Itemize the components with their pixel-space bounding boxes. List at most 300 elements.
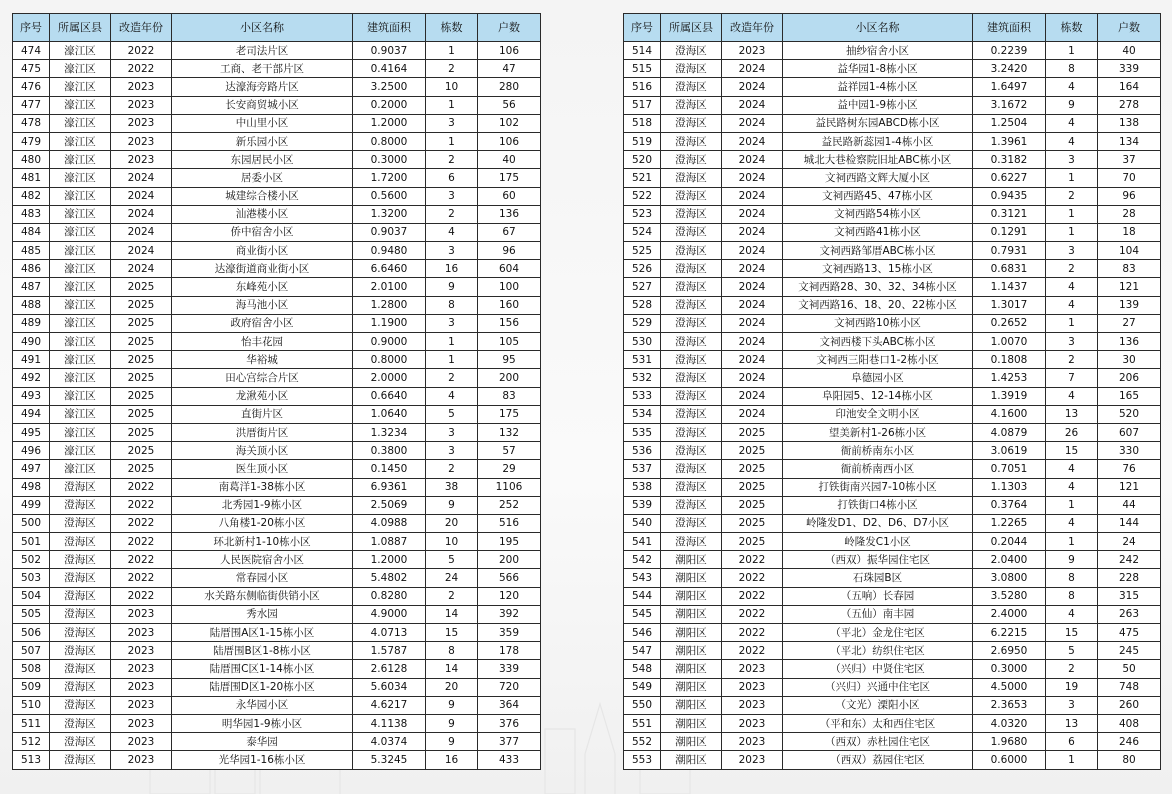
cell-district: 潮阳区 [661,696,722,714]
table-row [13,387,541,405]
cell-building-count: 3 [1046,333,1098,351]
cell-floor-area: 4.0988 [353,514,426,532]
table-row [13,605,541,623]
cell-household-count: 392 [478,605,541,623]
header-serial: 序号 [624,14,661,42]
table-row [624,351,1161,369]
cell-building-count: 2 [1046,660,1098,678]
cell-serial: 545 [624,605,661,623]
cell-household-count: 156 [478,314,541,332]
cell-building-count: 24 [426,569,478,587]
cell-district: 濠江区 [50,205,111,223]
cell-serial: 504 [13,587,50,605]
cell-building-count: 3 [426,423,478,441]
cell-serial: 495 [13,423,50,441]
cell-floor-area: 3.5280 [973,587,1046,605]
cell-community-name: 城北大巷检察院旧址ABC栋小区 [783,151,973,169]
cell-floor-area: 1.6497 [973,78,1046,96]
cell-floor-area: 1.3200 [353,205,426,223]
cell-year: 2022 [722,605,783,623]
cell-serial: 508 [13,660,50,678]
cell-year: 2024 [722,278,783,296]
cell-community-name: 文祠西三阳巷口1-2栋小区 [783,351,973,369]
cell-floor-area: 0.2239 [973,42,1046,60]
cell-building-count: 13 [1046,405,1098,423]
cell-community-name: 打铁街南兴园7-10栋小区 [783,478,973,496]
table-row [13,642,541,660]
cell-household-count: 330 [1098,442,1161,460]
cell-building-count: 6 [1046,733,1098,751]
cell-serial: 502 [13,551,50,569]
cell-serial: 530 [624,333,661,351]
table-row [13,442,541,460]
cell-serial: 529 [624,314,661,332]
cell-building-count: 2 [1046,260,1098,278]
table-row [624,205,1161,223]
cell-household-count: 200 [478,551,541,569]
cell-district: 澄海区 [661,442,722,460]
table-row [624,60,1161,78]
cell-year: 2025 [111,423,172,441]
cell-household-count: 164 [1098,78,1161,96]
cell-year: 2024 [111,169,172,187]
cell-household-count: 96 [1098,187,1161,205]
cell-serial: 542 [624,551,661,569]
cell-floor-area: 4.0374 [353,733,426,751]
table-row [13,223,541,241]
table-row [13,514,541,532]
table-row [624,624,1161,642]
table-row [13,696,541,714]
cell-district: 澄海区 [50,478,111,496]
cell-building-count: 1 [1046,169,1098,187]
cell-year: 2024 [111,242,172,260]
cell-household-count: 95 [478,351,541,369]
cell-year: 2024 [722,78,783,96]
cell-building-count: 1 [1046,751,1098,769]
cell-serial: 507 [13,642,50,660]
table-row [624,314,1161,332]
cell-building-count: 3 [1046,242,1098,260]
header-year: 改造年份 [111,14,172,42]
cell-serial: 527 [624,278,661,296]
cell-household-count: 120 [478,587,541,605]
cell-household-count: 121 [1098,278,1161,296]
cell-year: 2024 [722,260,783,278]
cell-community-name: 汕港楼小区 [172,205,353,223]
cell-district: 潮阳区 [661,624,722,642]
cell-building-count: 2 [1046,187,1098,205]
cell-community-name: 秀水园 [172,605,353,623]
header-household-count: 户数 [1098,14,1161,42]
cell-serial: 534 [624,405,661,423]
cell-year: 2022 [722,569,783,587]
cell-community-name: 龙湫苑小区 [172,387,353,405]
cell-year: 2023 [111,96,172,114]
cell-year: 2024 [722,387,783,405]
cell-district: 濠江区 [50,42,111,60]
cell-district: 澄海区 [661,42,722,60]
cell-serial: 500 [13,514,50,532]
table-row [13,242,541,260]
cell-year: 2023 [111,733,172,751]
cell-serial: 524 [624,223,661,241]
cell-district: 濠江区 [50,296,111,314]
cell-floor-area: 0.9480 [353,242,426,260]
cell-floor-area: 1.1437 [973,278,1046,296]
cell-community-name: 环北新村1-10栋小区 [172,533,353,551]
cell-serial: 512 [13,733,50,751]
table-row [13,151,541,169]
cell-floor-area: 4.5000 [973,678,1046,696]
cell-building-count: 1 [426,351,478,369]
table-row [624,587,1161,605]
cell-district: 潮阳区 [661,605,722,623]
cell-year: 2024 [722,405,783,423]
cell-community-name: 永华园小区 [172,696,353,714]
cell-household-count: 339 [478,660,541,678]
cell-community-name: 明华园1-9栋小区 [172,714,353,732]
cell-floor-area: 0.3121 [973,205,1046,223]
cell-serial: 547 [624,642,661,660]
cell-district: 澄海区 [50,714,111,732]
cell-serial: 540 [624,514,661,532]
cell-year: 2025 [111,296,172,314]
cell-community-name: 文祠西楼下头ABC栋小区 [783,333,973,351]
table-row [13,314,541,332]
cell-year: 2024 [722,187,783,205]
cell-year: 2023 [111,624,172,642]
cell-district: 澄海区 [50,496,111,514]
cell-household-count: 566 [478,569,541,587]
cell-year: 2022 [722,624,783,642]
cell-building-count: 3 [426,242,478,260]
cell-district: 濠江区 [50,114,111,132]
table-row [624,223,1161,241]
cell-district: 澄海区 [661,260,722,278]
cell-serial: 553 [624,751,661,769]
cell-building-count: 3 [426,114,478,132]
cell-district: 澄海区 [661,387,722,405]
cell-building-count: 7 [1046,369,1098,387]
cell-community-name: （西双）荔园住宅区 [783,751,973,769]
cell-year: 2024 [722,351,783,369]
cell-building-count: 4 [426,387,478,405]
cell-district: 潮阳区 [661,751,722,769]
cell-district: 濠江区 [50,333,111,351]
cell-household-count: 70 [1098,169,1161,187]
cell-building-count: 1 [426,42,478,60]
cell-serial: 484 [13,223,50,241]
cell-floor-area: 4.9000 [353,605,426,623]
cell-serial: 509 [13,678,50,696]
cell-household-count: 96 [478,242,541,260]
table-row [13,678,541,696]
cell-district: 潮阳区 [661,660,722,678]
cell-household-count: 278 [1098,96,1161,114]
cell-serial: 497 [13,460,50,478]
cell-building-count: 10 [426,78,478,96]
cell-year: 2024 [722,296,783,314]
cell-building-count: 4 [1046,514,1098,532]
cell-household-count: 408 [1098,714,1161,732]
cell-community-name: 益民路树东园ABCD栋小区 [783,114,973,132]
cell-community-name: 政府宿舍小区 [172,314,353,332]
cell-household-count: 136 [478,205,541,223]
cell-community-name: （平和东）太和西住宅区 [783,714,973,732]
cell-year: 2025 [722,442,783,460]
cell-year: 2022 [722,587,783,605]
cell-serial: 549 [624,678,661,696]
header-floor-area: 建筑面积 [353,14,426,42]
cell-district: 潮阳区 [661,587,722,605]
cell-household-count: 100 [478,278,541,296]
cell-serial: 488 [13,296,50,314]
table-row [624,533,1161,551]
cell-year: 2022 [722,642,783,660]
cell-building-count: 1 [426,132,478,150]
cell-community-name: 达濠街道商业街小区 [172,260,353,278]
cell-household-count: 18 [1098,223,1161,241]
cell-building-count: 15 [426,624,478,642]
cell-community-name: 人民医院宿舍小区 [172,551,353,569]
cell-building-count: 2 [426,151,478,169]
cell-community-name: 陆厝围A区1-15栋小区 [172,624,353,642]
cell-community-name: 益华园1-8栋小区 [783,60,973,78]
cell-serial: 539 [624,496,661,514]
cell-household-count: 105 [478,333,541,351]
cell-community-name: 文祠西路邹厝ABC栋小区 [783,242,973,260]
cell-serial: 538 [624,478,661,496]
cell-year: 2024 [722,169,783,187]
cell-household-count: 144 [1098,514,1161,532]
cell-household-count: 195 [478,533,541,551]
cell-floor-area: 1.1303 [973,478,1046,496]
cell-household-count: 246 [1098,733,1161,751]
cell-building-count: 4 [1046,278,1098,296]
table-row [624,260,1161,278]
cell-year: 2023 [111,605,172,623]
table-row [13,114,541,132]
cell-household-count: 263 [1098,605,1161,623]
cell-year: 2024 [722,114,783,132]
cell-year: 2022 [722,551,783,569]
cell-serial: 541 [624,533,661,551]
cell-household-count: 67 [478,223,541,241]
cell-community-name: （西双）振华园住宅区 [783,551,973,569]
cell-district: 澄海区 [661,460,722,478]
cell-building-count: 13 [1046,714,1098,732]
cell-year: 2023 [722,714,783,732]
cell-serial: 518 [624,114,661,132]
cell-building-count: 3 [426,187,478,205]
cell-household-count: 56 [478,96,541,114]
cell-floor-area: 4.0713 [353,624,426,642]
cell-district: 澄海区 [661,205,722,223]
cell-floor-area: 2.3653 [973,696,1046,714]
cell-community-name: 打铁街口4栋小区 [783,496,973,514]
cell-floor-area: 1.5787 [353,642,426,660]
table-row [624,242,1161,260]
cell-building-count: 1 [426,333,478,351]
cell-serial: 474 [13,42,50,60]
cell-household-count: 47 [478,60,541,78]
table-row [624,278,1161,296]
cell-floor-area: 5.3245 [353,751,426,769]
cell-floor-area: 1.3961 [973,132,1046,150]
table-row [624,478,1161,496]
table-row [624,387,1161,405]
cell-district: 澄海区 [50,696,111,714]
table-row [13,60,541,78]
cell-community-name: 岭隆发D1、D2、D6、D7小区 [783,514,973,532]
cell-household-count: 106 [478,42,541,60]
cell-community-name: 文祠西路54栋小区 [783,205,973,223]
cell-district: 濠江区 [50,423,111,441]
cell-floor-area: 1.7200 [353,169,426,187]
cell-year: 2022 [111,60,172,78]
cell-community-name: 八角楼1-20栋小区 [172,514,353,532]
cell-floor-area: 0.2652 [973,314,1046,332]
cell-community-name: 直街片区 [172,405,353,423]
cell-district: 濠江区 [50,387,111,405]
cell-household-count: 40 [1098,42,1161,60]
cell-community-name: 华裕城 [172,351,353,369]
cell-building-count: 3 [426,442,478,460]
cell-floor-area: 1.0887 [353,533,426,551]
cell-household-count: 475 [1098,624,1161,642]
cell-household-count: 520 [1098,405,1161,423]
table-row [13,78,541,96]
cell-district: 濠江区 [50,223,111,241]
cell-household-count: 160 [478,296,541,314]
cell-community-name: （兴归）兴通中住宅区 [783,678,973,696]
cell-district: 潮阳区 [661,551,722,569]
cell-floor-area: 0.1291 [973,223,1046,241]
cell-district: 澄海区 [661,223,722,241]
table-row [13,351,541,369]
cell-year: 2023 [722,696,783,714]
cell-floor-area: 4.0879 [973,423,1046,441]
cell-building-count: 1 [1046,223,1098,241]
cell-serial: 476 [13,78,50,96]
cell-household-count: 245 [1098,642,1161,660]
cell-community-name: 阜阳园5、12-14栋小区 [783,387,973,405]
cell-floor-area: 3.0619 [973,442,1046,460]
cell-building-count: 4 [426,223,478,241]
table-row [624,605,1161,623]
cell-serial: 490 [13,333,50,351]
cell-district: 濠江区 [50,169,111,187]
cell-building-count: 9 [426,696,478,714]
table-row [13,733,541,751]
cell-community-name: 陆厝围D区1-20栋小区 [172,678,353,696]
table-row [624,151,1161,169]
cell-district: 澄海区 [661,60,722,78]
cell-building-count: 9 [426,733,478,751]
cell-household-count: 178 [478,642,541,660]
table-row [624,96,1161,114]
cell-serial: 510 [13,696,50,714]
cell-year: 2023 [111,714,172,732]
cell-serial: 522 [624,187,661,205]
cell-district: 澄海区 [661,423,722,441]
cell-community-name: 东园居民小区 [172,151,353,169]
header-building-count: 栋数 [426,14,478,42]
cell-household-count: 83 [1098,260,1161,278]
cell-community-name: 中山里小区 [172,114,353,132]
cell-building-count: 5 [426,551,478,569]
cell-floor-area: 0.8000 [353,132,426,150]
header-district: 所属区县 [661,14,722,42]
cell-building-count: 9 [1046,551,1098,569]
table-row [624,696,1161,714]
cell-year: 2025 [111,442,172,460]
cell-year: 2022 [111,496,172,514]
cell-floor-area: 3.1672 [973,96,1046,114]
table-header-row [624,14,1161,42]
cell-floor-area: 4.6217 [353,696,426,714]
table-row [624,569,1161,587]
cell-floor-area: 1.3017 [973,296,1046,314]
cell-household-count: 136 [1098,333,1161,351]
table-row [624,551,1161,569]
cell-year: 2023 [722,733,783,751]
cell-district: 澄海区 [661,278,722,296]
table-row [13,533,541,551]
cell-floor-area: 1.2000 [353,114,426,132]
cell-community-name: 文祠西路13、15栋小区 [783,260,973,278]
table-header-row [13,14,541,42]
table-row [624,405,1161,423]
header-floor-area: 建筑面积 [973,14,1046,42]
cell-district: 澄海区 [50,533,111,551]
cell-district: 澄海区 [50,569,111,587]
cell-community-name: 侨中宿舍小区 [172,223,353,241]
cell-floor-area: 1.9680 [973,733,1046,751]
cell-household-count: 40 [478,151,541,169]
cell-building-count: 19 [1046,678,1098,696]
cell-serial: 477 [13,96,50,114]
cell-community-name: 居委小区 [172,169,353,187]
table-row [624,132,1161,150]
cell-floor-area: 4.1600 [973,405,1046,423]
cell-district: 澄海区 [661,514,722,532]
cell-serial: 543 [624,569,661,587]
cell-community-name: 文祠西路41栋小区 [783,223,973,241]
cell-serial: 496 [13,442,50,460]
cell-year: 2023 [722,678,783,696]
cell-building-count: 26 [1046,423,1098,441]
cell-household-count: 242 [1098,551,1161,569]
cell-serial: 480 [13,151,50,169]
cell-year: 2025 [111,351,172,369]
table-row [13,96,541,114]
cell-district: 澄海区 [661,78,722,96]
cell-district: 澄海区 [661,478,722,496]
cell-year: 2023 [111,751,172,769]
cell-district: 濠江区 [50,351,111,369]
header-year: 改造年份 [722,14,783,42]
cell-district: 潮阳区 [661,569,722,587]
cell-district: 澄海区 [661,533,722,551]
cell-community-name: 田心宫综合片区 [172,369,353,387]
cell-serial: 525 [624,242,661,260]
cell-floor-area: 1.1900 [353,314,426,332]
cell-district: 澄海区 [661,151,722,169]
cell-household-count: 83 [478,387,541,405]
cell-building-count: 1 [1046,205,1098,223]
